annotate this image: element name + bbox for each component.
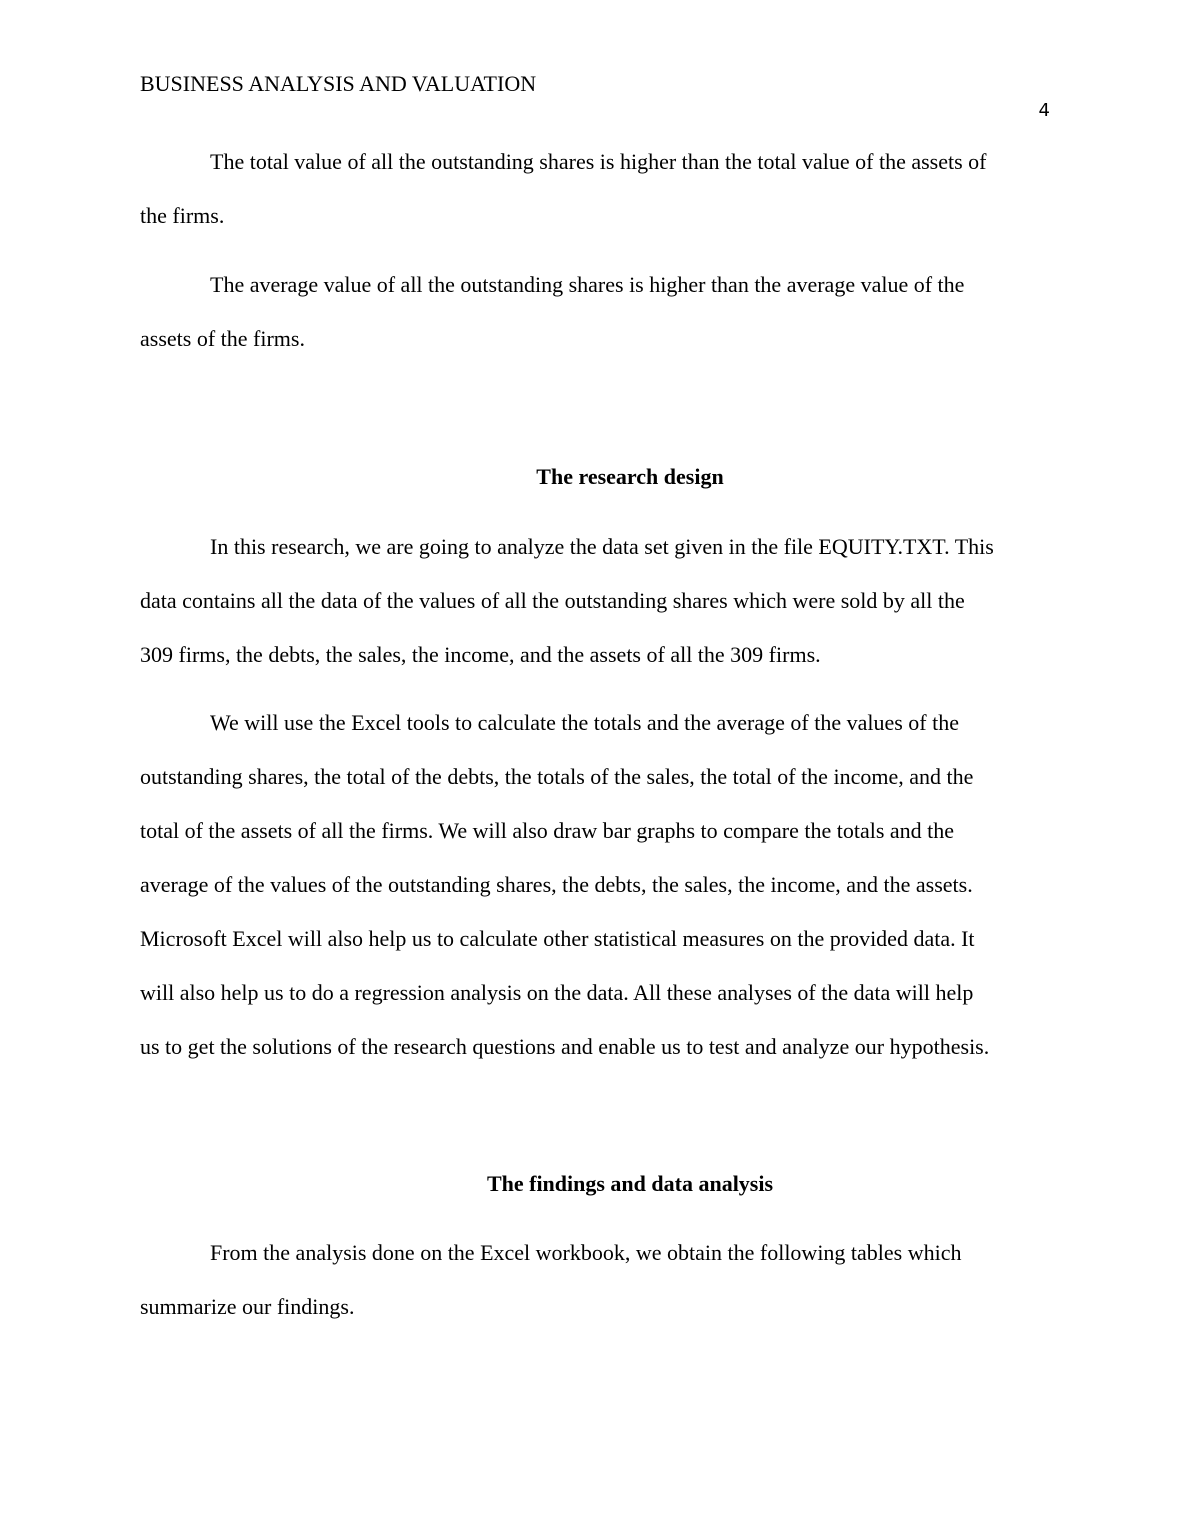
- text-line: summarize our findings.: [140, 1294, 355, 1319]
- text-line: Microsoft Excel will also help us to calculate other statistical measures on the provided data. It: [140, 926, 975, 951]
- text-line: us to get the solutions of the research questions and enable us to test and analyze our hypothesis.: [140, 1034, 990, 1059]
- text-line: the firms.: [140, 203, 225, 228]
- text-line: average of the values of the outstanding shares, the debts, the sales, the income, and the assets.: [140, 872, 973, 897]
- paragraph-hypothesis-average: [140, 258, 1055, 366]
- text-line: will also help us to do a regression analysis on the data. All these analyses of the data will help: [140, 980, 974, 1005]
- section-heading-research-design: The research design: [536, 464, 724, 489]
- paragraph-excel-tools: [140, 696, 1055, 1074]
- page-number: 4: [1038, 100, 1050, 121]
- text-line: In this research, we are going to analyze the data set given in the file EQUITY.TXT. This: [210, 534, 994, 559]
- text-line: outstanding shares, the total of the debts, the totals of the sales, the total of the income, and the: [140, 764, 974, 789]
- text-line: The average value of all the outstanding shares is higher than the average value of the: [210, 272, 965, 297]
- text-line: The total value of all the outstanding shares is higher than the total value of the assets of: [210, 149, 987, 174]
- paragraph-hypothesis-total: [140, 135, 1055, 243]
- text-line: total of the assets of all the firms. We will also draw bar graphs to compare the totals and the: [140, 818, 955, 843]
- section-heading-findings: The findings and data analysis: [486, 1171, 774, 1196]
- paragraph-findings-intro: [140, 1226, 1055, 1334]
- paragraph-research-data: [140, 520, 1055, 682]
- text-line: assets of the firms.: [140, 326, 305, 351]
- text-line: 309 firms, the debts, the sales, the income, and the assets of all the 309 firms.: [140, 642, 821, 667]
- text-line: From the analysis done on the Excel workbook, we obtain the following tables which: [210, 1240, 962, 1265]
- text-line: data contains all the data of the values of all the outstanding shares which were sold by all the: [140, 588, 965, 613]
- text-line: We will use the Excel tools to calculate the totals and the average of the values of the: [210, 710, 960, 735]
- running-head: BUSINESS ANALYSIS AND VALUATION: [140, 71, 537, 96]
